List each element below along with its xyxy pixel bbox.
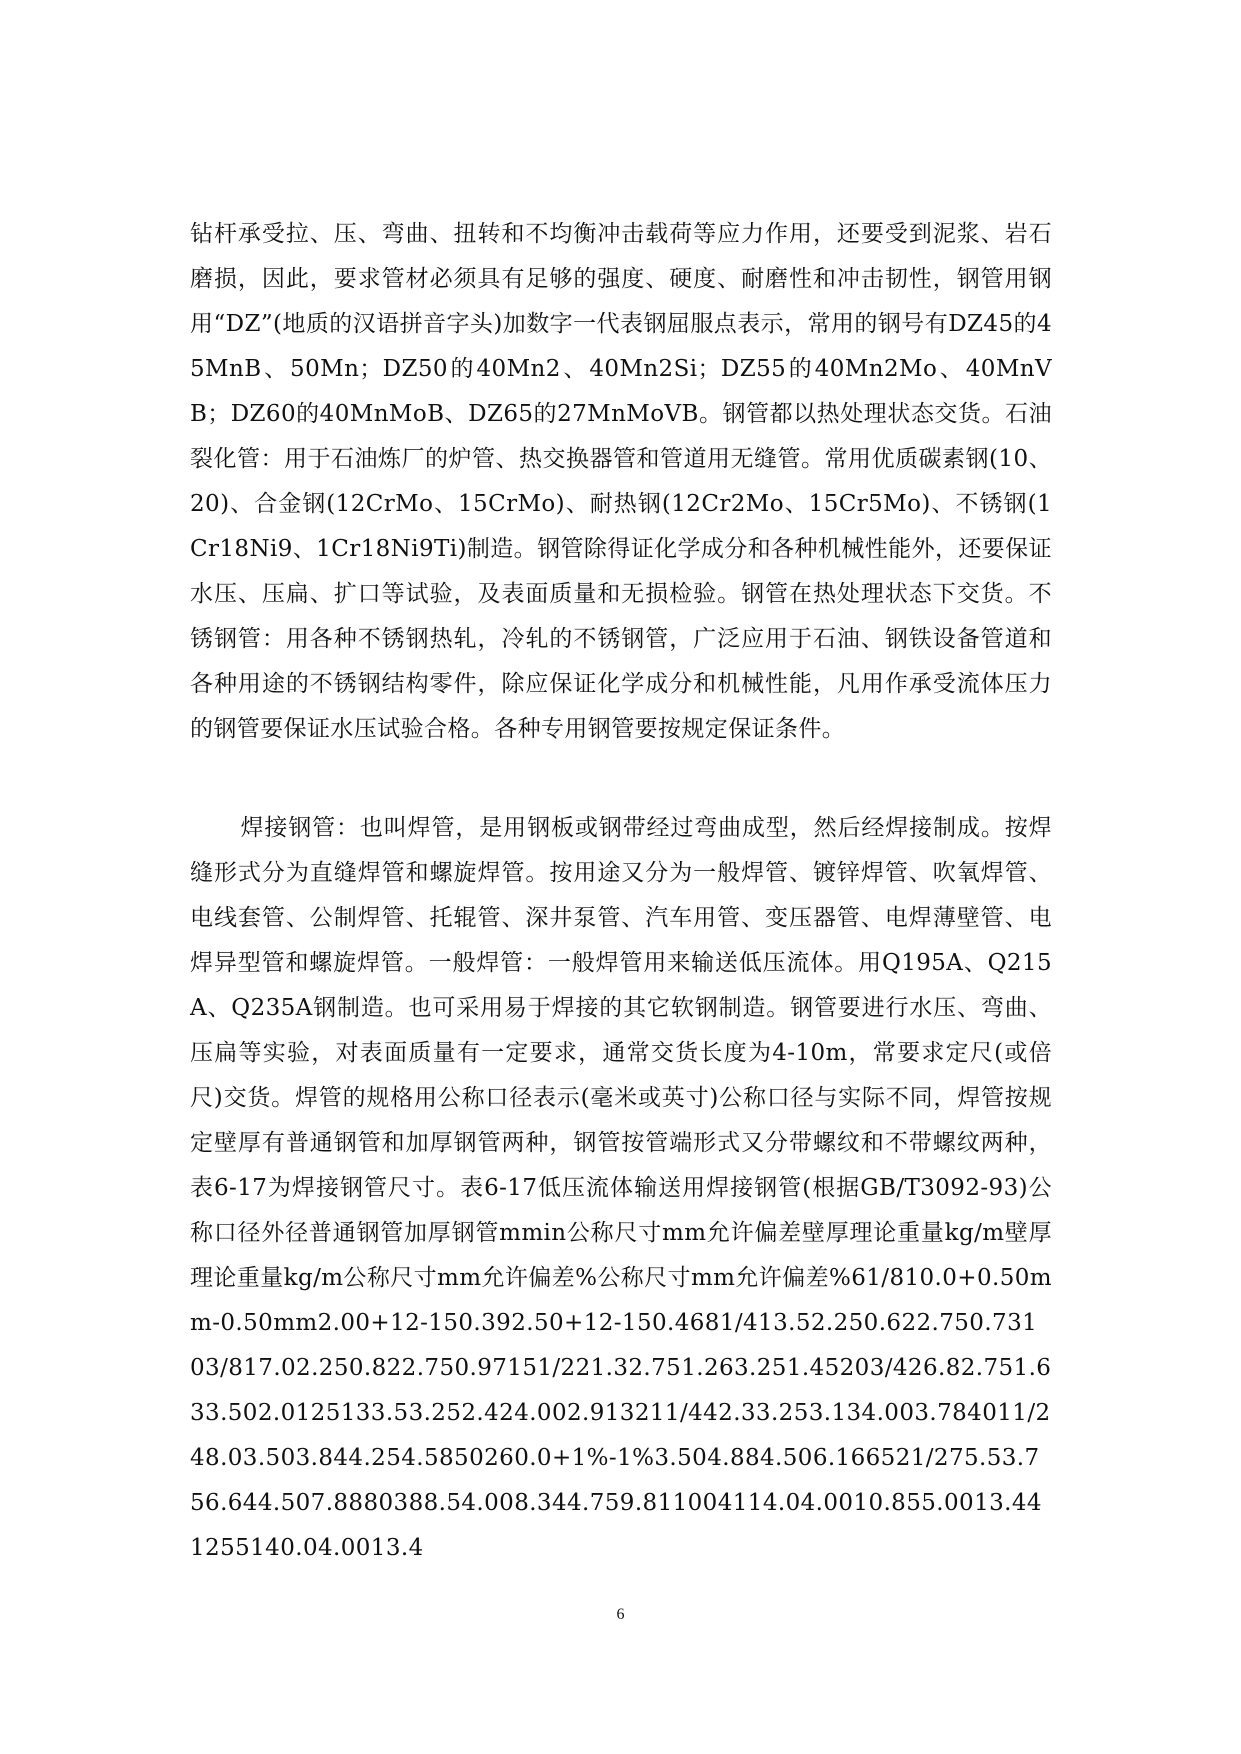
body-paragraph-drill-pipe: 钻杆承受拉、压、弯曲、扭转和不均衡冲击载荷等应力作用，还要受到泥浆、岩石磨损，因此，要求管材必须具有足够的强度、硬度、耐磨性和冲击韧性，钢管用钢用“DZ”(地质的汉语拼音字头)加数字一代表钢屈服点表示，常用的钢号有DZ45的45MnB、50Mn；DZ50的40Mn2、40Mn2Si；DZ55的40Mn2Mo、40MnVB；DZ60的40MnMoB、DZ65的27MnMoVB。钢管都以热处理状态交货。石油裂化管：用于石油炼厂的炉管、热交换器管和管道用无缝管。常用优质碳素钢(10、20)、合金钢(12CrMo、15CrMo)、耐热钢(12Cr2Mo、15Cr5Mo)、不锈钢(1Cr18Ni9、1Cr18Ni9Ti)制造。钢管除得证化学成分和各种机械性能外，还要保证水压、压扁、扩口等试验，及表面质量和无损检验。钢管在热处理状态下交货。不锈钢管：用各种不锈钢热轧，冷轧的不锈钢管，广泛应用于石油、钢铁设备管道和各种用途的不锈钢结构零件，除应保证化学成分和机械性能，凡用作承受流体压力的钢管要保证水压试验合格。各种专用钢管要按规定保证条件。 <box>190 221 1052 742</box>
page-number: 6 <box>616 1606 625 1623</box>
body-paragraph-welded-pipe-text: 焊接钢管：也叫焊管，是用钢板或钢带经过弯曲成型，然后经焊接制成。按焊缝形式分为直缝焊管和螺旋焊管。按用途又分为一般焊管、镀锌焊管、吹氧焊管、电线套管、公制焊管、托辊管、深井泵管、汽车用管、变压器管、电焊薄壁管、电焊异型管和螺旋焊管。一般焊管：一般焊管用来输送低压流体。用Q195A、Q215A、Q235A钢制造。也可采用易于焊接的其它软钢制造。钢管要进行水压、弯曲、压扁等实验，对表面质量有一定要求，通常交货长度为4-10m，常要求定尺(或倍尺)交货。焊管的规格用公称口径表示(毫米或英寸)公称口径与实际不同，焊管按规定壁厚有普通钢管和加厚钢管两种，钢管按管端形式又分带螺纹和不带螺纹两种，表6-17为焊接钢管尺寸。表6-17低压流体输送用焊接钢管(根据GB/T3092-93)公称口径外径普通钢管加厚钢管mmin公称尺寸mm允许偏差壁厚理论重量kg/m壁厚理论重量kg/m公称尺寸mm允许偏差%公称尺寸mm允许偏差%61/810.0+0.50mm-0.50mm2.00+12-150.392.50+12-150.4681/413.52.250.622.750.73103/817.02.250.822.750.97151/221.32.751.263.251.45203/426.82.751.633.502.0125133.53.252.424.002.913211/442.33.253.134.003.784011/248.03.503.844.254.5850260.0+1%-1%3.504.884.506.166521/275.53.756.644.507.8880388.54.008.344.759.811004114.04.0010.855.0013.441255140.04.0013.4 <box>190 815 1052 1561</box>
body-paragraph-welded-pipe <box>190 806 1052 1571</box>
